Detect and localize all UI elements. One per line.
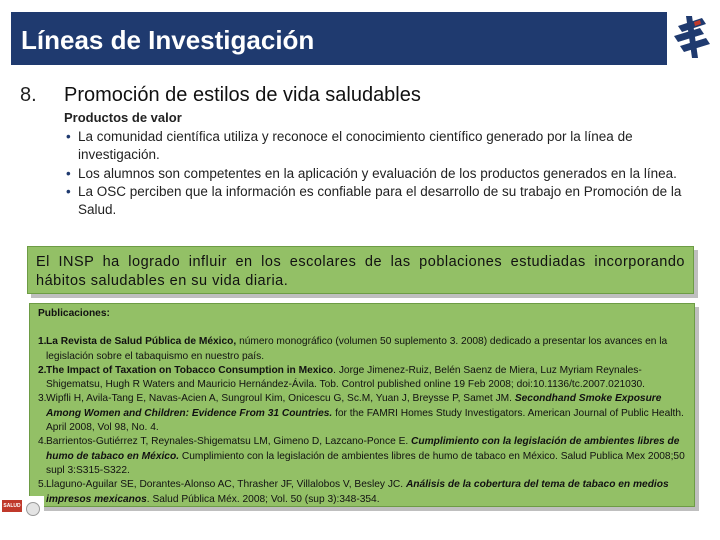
bullet-icon: • <box>66 184 71 200</box>
highlight-text: El INSP ha logrado influir en los escolares de las poblaciones estudiadas incorporando hábitos saludables en su vida diaria. <box>36 254 685 289</box>
publication-item: 1. La Revista de Salud Pública de México, número monográfico (volumen 50 suplemento 3. 2008) dedicado a presentar los avances en la legislación sobre el tabaquismo en nuestro país. <box>38 336 668 362</box>
publications-box <box>29 303 695 507</box>
bullet-icon: • <box>66 129 71 144</box>
bullet-icon: • <box>66 165 71 181</box>
salud-logo-mark: SALUD <box>2 500 22 512</box>
publications-heading: Publicaciones: <box>38 308 110 319</box>
highlight-box <box>27 246 694 294</box>
products-heading: Productos de valor <box>64 110 182 125</box>
seal-icon <box>26 502 40 516</box>
section-title: Promoción de estilos de vida saludables <box>64 84 421 106</box>
list-item: • Los alumnos son competentes en la aplicación y evaluación de los productos generados en la línea. <box>66 165 677 181</box>
insp-logo-icon <box>672 16 712 58</box>
publications-list <box>38 335 686 507</box>
publication-item: 2. The Impact of Taxation on Tobacco Consumption in Mexico. Jorge Jimenez-Ruiz, Belén Saenz de Miera, Luz Myriam Reynales-Shigematsu, Hugh R Waters and Mauricio Hernández-Ávila. Tob. Control published online 19 Feb 2008; doi:10.1136/tc.2007.021030. <box>38 364 645 391</box>
publication-title: Análisis de la cobertura del tema de tabaco en medios impresos mexicanos <box>46 479 669 505</box>
publication-item: 4. Barrientos-Gutiérrez T, Reynales-Shigematsu LM, Gimeno D, Lazcano-Ponce E. Cumplimiento con la legislación de ambientes libres de humo de tabaco en México. Cumplimiento con la legislación de ambientes libres de humo de tabaco en México. Salud Publica Mex 2008;50 supl 3:S315-S322. <box>38 436 685 476</box>
publication-title: The Impact of Taxation on Tobacco Consumption in Mexico <box>46 364 334 376</box>
salud-logo <box>0 496 44 540</box>
page-title: Líneas de Investigación <box>21 25 315 55</box>
publication-title: La Revista de Salud Pública de México, <box>46 336 237 348</box>
title-bar <box>11 12 667 65</box>
list-item: • La comunidad científica utiliza y reconoce el conocimiento científico generado por la línea de investigación. <box>66 129 633 162</box>
publication-title: Cumplimiento con la legislación de ambientes libres de humo de tabaco en México. <box>46 436 680 462</box>
publication-title: Secondhand Smoke Exposure Among Women and Children: Evidence From 31 Countries. <box>46 393 662 419</box>
publication-item: 3. Wipfli H, Avila-Tang E, Navas-Acien A, Sungroul Kim, Onicescu G, Sc.M, Yuan J, Breysse P, Samet JM. Secondhand Smoke Exposure Among Women and Children: Evidence From 31 Countries. for the FAMRI Homes Study Investigators. American Journal of Public Health. April 2008, Vol 98, No. 4. <box>38 393 684 434</box>
publication-item: 5. Llaguno-Aguilar SE, Dorantes-Alonso AC, Thrasher JF, Villalobos V, Besley JC. Análisis de la cobertura del tema de tabaco en medios impresos mexicanos. Salud Pública Méx. 2008; Vol. 50 (sup 3):348-354. <box>38 479 669 505</box>
section-number: 8. <box>20 84 37 106</box>
list-item: • La OSC perciben que la información es confiable para el desarrollo de su trabajo en Promoción de la Salud. <box>66 184 682 218</box>
products-list <box>64 128 704 220</box>
